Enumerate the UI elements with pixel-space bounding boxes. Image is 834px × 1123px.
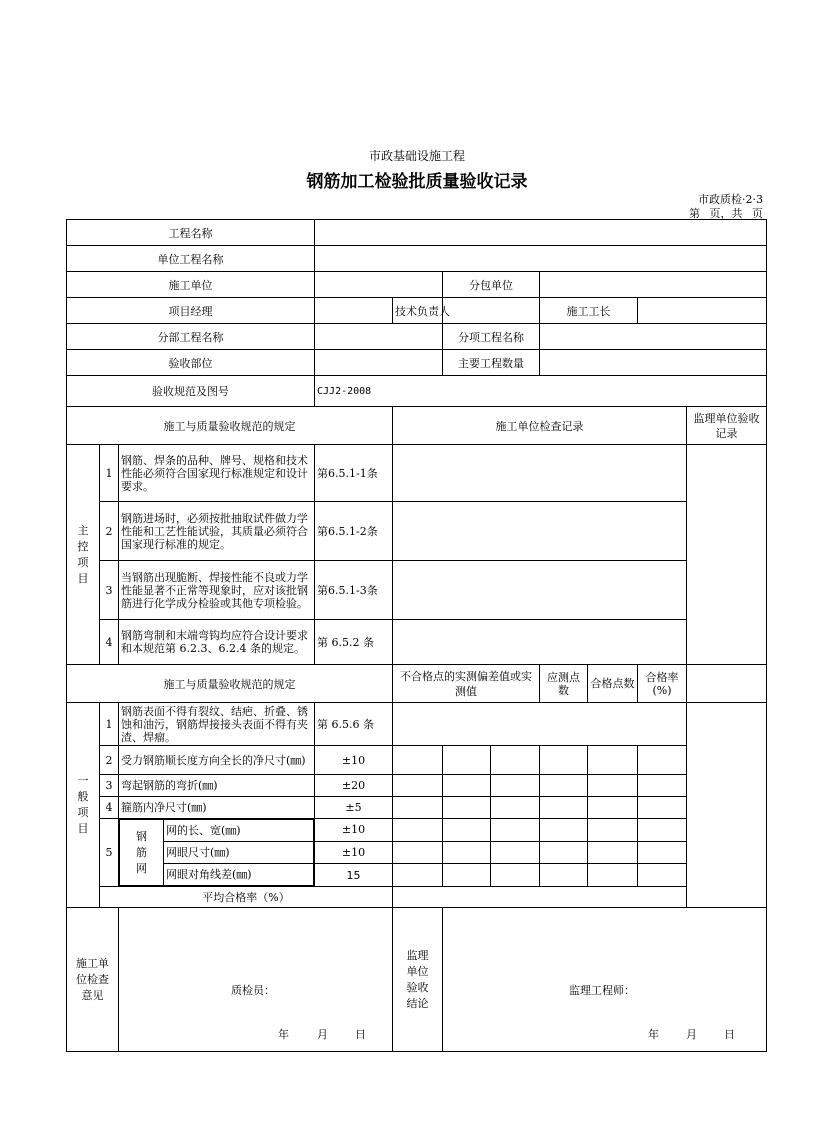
subitem-value[interactable] xyxy=(540,324,767,350)
deviation-cell[interactable] xyxy=(491,775,540,797)
general-item-no: 5 xyxy=(100,819,119,887)
main-item-text: 钢筋、焊条的品种、牌号、规格和技术性能必须符合国家现行标准规定和设计要求。 xyxy=(119,445,315,502)
deviation-cell[interactable] xyxy=(443,819,491,842)
date-day: 日 xyxy=(724,1027,736,1041)
deviation-cell[interactable] xyxy=(491,819,540,842)
main-control-label: 主控项目 xyxy=(67,445,100,665)
general-item-text: 受力钢筋顺长度方向全长的净尺寸(㎜) xyxy=(119,746,315,775)
mesh-group xyxy=(119,819,315,887)
rate-cell[interactable] xyxy=(638,841,687,864)
main-item-check[interactable] xyxy=(393,502,687,561)
rate-cell[interactable] xyxy=(638,864,687,887)
measured-cell[interactable] xyxy=(540,819,588,842)
page-info: 第 页，共 页 xyxy=(689,207,763,220)
mesh-row-tol: ±10 xyxy=(315,819,393,842)
subitem-label: 分项工程名称 xyxy=(443,324,540,350)
main-item-text: 钢筋进场时，必须按批抽取试件做力学性能和工艺性能试验，其质量必须符合国家现行标准的规定。 xyxy=(119,502,315,561)
rate-header: 合格率(%) xyxy=(638,665,687,703)
date-year: 年 xyxy=(648,1027,660,1041)
foreman-value[interactable] xyxy=(638,298,767,324)
general-supervisor-record[interactable] xyxy=(687,703,767,908)
project-name-label: 工程名称 xyxy=(67,220,315,246)
rate-cell[interactable] xyxy=(638,746,687,775)
avg-rate-value[interactable] xyxy=(393,887,687,908)
spec-value: CJJ2-2008 xyxy=(315,376,767,407)
measured-cell[interactable] xyxy=(540,841,588,864)
subcontractor-value[interactable] xyxy=(540,272,767,298)
main-item-text: 当钢筋出现脆断、焊接性能不良或力学性能显著不正常等现象时，应对该批钢筋进行化学成分检验或其他专项检验。 xyxy=(119,561,315,620)
manager-value[interactable] xyxy=(315,298,393,324)
main-item-check[interactable] xyxy=(393,620,687,665)
engineer-label: 监理工程师： xyxy=(569,983,636,997)
pass-cell[interactable] xyxy=(588,841,638,864)
contractor-label: 施工单位 xyxy=(67,272,315,298)
unit-project-label: 单位工程名称 xyxy=(67,246,315,272)
deviation-cell[interactable] xyxy=(491,797,540,819)
deviation-cell[interactable] xyxy=(443,746,491,775)
deviation-cell[interactable] xyxy=(491,746,540,775)
acceptance-part-value[interactable] xyxy=(315,350,443,376)
general-item-tol: ±20 xyxy=(315,775,393,797)
mesh-row-tol: ±10 xyxy=(315,841,393,864)
general-item-tol: ±10 xyxy=(315,746,393,775)
subtitle: 市政基础设施工程 xyxy=(368,149,465,163)
deviation-cell[interactable] xyxy=(393,746,443,775)
supervisor-conclusion-area[interactable] xyxy=(443,908,767,1052)
general-item-clause: 第 6.5.6 条 xyxy=(315,703,393,746)
general-item-no: 1 xyxy=(100,703,119,746)
main-check-header: 施工单位检查记录 xyxy=(393,407,687,445)
spec-label: 验收规范及图号 xyxy=(67,376,315,407)
supervisor-conclusion-label: 监理单位验收结论 xyxy=(393,908,443,1052)
main-item-check[interactable] xyxy=(393,561,687,620)
main-item-no: 1 xyxy=(100,445,119,502)
inspector-label: 质检员： xyxy=(231,983,275,997)
mesh-group-label: 钢筋网 xyxy=(120,820,164,886)
contractor-opinion-area[interactable] xyxy=(119,908,393,1052)
manager-label: 项目经理 xyxy=(67,298,315,324)
main-supervisor-record[interactable] xyxy=(687,445,767,665)
division-label: 分部工程名称 xyxy=(67,324,315,350)
date-month: 月 xyxy=(317,1027,328,1041)
measured-cell[interactable] xyxy=(540,864,588,887)
main-item-clause: 第6.5.1-2条 xyxy=(315,502,393,561)
main-item-clause: 第6.5.1-1条 xyxy=(315,445,393,502)
rate-cell[interactable] xyxy=(638,775,687,797)
pass-cell[interactable] xyxy=(588,775,638,797)
unit-project-value[interactable] xyxy=(315,246,767,272)
quantity-label: 主要工程数量 xyxy=(443,350,540,376)
main-item-text: 钢筋弯制和末端弯钩均应符合设计要求和本规范第 6.2.3、6.2.4 条的规定。 xyxy=(119,620,315,665)
main-item-check[interactable] xyxy=(393,445,687,502)
subcontractor-label: 分包单位 xyxy=(443,272,540,298)
mesh-row-text: 网眼尺寸(㎜) xyxy=(164,842,314,864)
acceptance-form xyxy=(66,219,767,1052)
general-supervisor-header xyxy=(687,665,767,703)
main-item-no: 3 xyxy=(100,561,119,620)
deviation-cell[interactable] xyxy=(393,797,443,819)
deviation-cell[interactable] xyxy=(393,775,443,797)
division-value[interactable] xyxy=(315,324,443,350)
tech-lead-label: 技术负责人 xyxy=(393,298,443,324)
deviation-cell[interactable] xyxy=(443,841,491,864)
general-item-no: 2 xyxy=(100,746,119,775)
main-supervisor-header: 监理单位验收记录 xyxy=(687,407,767,445)
deviation-cell[interactable] xyxy=(443,775,491,797)
contractor-value[interactable] xyxy=(315,272,443,298)
measured-cell[interactable] xyxy=(540,775,588,797)
general-item-text: 箍筋内净尺寸(㎜) xyxy=(119,797,315,819)
date-day: 日 xyxy=(355,1027,366,1041)
rate-cell[interactable] xyxy=(638,819,687,842)
date-month: 月 xyxy=(686,1027,698,1041)
deviation-cell[interactable] xyxy=(393,819,443,842)
main-item-no: 2 xyxy=(100,502,119,561)
deviation-cell[interactable] xyxy=(491,841,540,864)
date-year: 年 xyxy=(278,1027,289,1041)
rate-cell[interactable] xyxy=(638,797,687,819)
deviation-cell[interactable] xyxy=(393,841,443,864)
main-item-no: 4 xyxy=(100,620,119,665)
general-spec-header: 施工与质量验收规范的规定 xyxy=(67,665,393,703)
pass-cell[interactable] xyxy=(588,746,638,775)
deviation-header: 不合格点的实测偏差值或实测值 xyxy=(393,665,540,703)
main-item-clause: 第6.5.1-3条 xyxy=(315,561,393,620)
general-item-check[interactable] xyxy=(393,703,687,746)
form-code: 市政质检·2·3 xyxy=(698,193,763,206)
pass-cell[interactable] xyxy=(588,797,638,819)
avg-rate-label: 平均合格率（%） xyxy=(100,887,393,908)
general-item-no: 4 xyxy=(100,797,119,819)
deviation-cell[interactable] xyxy=(491,864,540,887)
general-item-text: 弯起钢筋的弯折(㎜) xyxy=(119,775,315,797)
mesh-row-tol: 15 xyxy=(315,864,393,887)
general-item-tol: ±5 xyxy=(315,797,393,819)
project-name-value[interactable] xyxy=(315,220,767,246)
mesh-row-text: 网眼对角线差(㎜) xyxy=(164,864,314,886)
deviation-cell[interactable] xyxy=(443,797,491,819)
quantity-value[interactable] xyxy=(540,350,767,376)
pass-cell[interactable] xyxy=(588,864,638,887)
form-title: 钢筋加工检验批质量验收记录 xyxy=(306,172,528,192)
foreman-label: 施工工长 xyxy=(540,298,638,324)
mesh-row-text: 网的长、宽(㎜) xyxy=(164,820,314,842)
general-item-no: 3 xyxy=(100,775,119,797)
measured-cell[interactable] xyxy=(540,746,588,775)
deviation-cell[interactable] xyxy=(443,864,491,887)
measured-cell[interactable] xyxy=(540,797,588,819)
general-item-text: 钢筋表面不得有裂纹、结疤、折叠、锈蚀和油污，钢筋焊接接头表面不得有夹渣、焊瘤。 xyxy=(119,703,315,746)
contractor-opinion-label: 施工单位检查意见 xyxy=(67,908,119,1052)
acceptance-part-label: 验收部位 xyxy=(67,350,315,376)
main-item-clause: 第 6.5.2 条 xyxy=(315,620,393,665)
main-spec-header: 施工与质量验收规范的规定 xyxy=(67,407,393,445)
pass-cell[interactable] xyxy=(588,819,638,842)
general-label: 一般项目 xyxy=(67,703,100,908)
deviation-cell[interactable] xyxy=(393,864,443,887)
pass-header: 合格点数 xyxy=(588,665,638,703)
measured-header: 应测点数 xyxy=(540,665,588,703)
tech-lead-value[interactable] xyxy=(443,298,540,324)
